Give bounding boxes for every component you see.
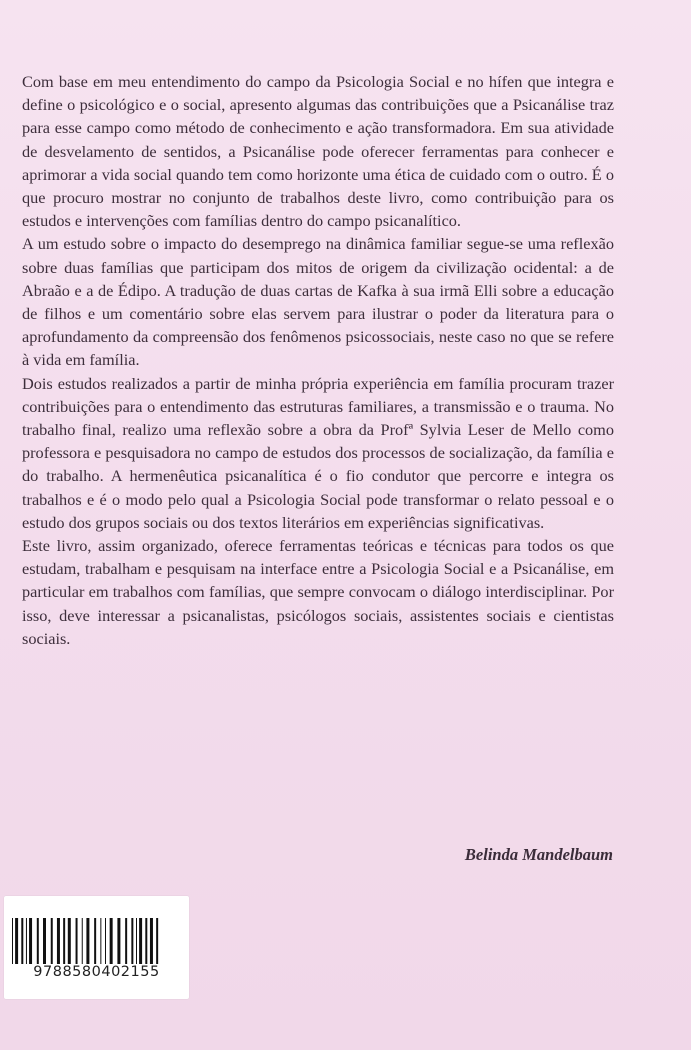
- blurb-paragraph-2: A um estudo sobre o impacto do desemprego na dinâmica familiar segue-se uma reflexão sobre duas famílias que participam dos mitos de origem da civilização ocidental: a de Abraão e a de Édipo. A tradução de duas cartas de Kafka à sua irmã Elli sobre a educação de filhos e um comentário sobre elas servem para ilustrar o poder da literatura para o aprofundamento da compreensão dos fenômenos psicossociais, neste caso no que se refere à vida em família.: [22, 234, 614, 370]
- author-signature: Belinda Mandelbaum: [464, 845, 613, 864]
- isbn-number: 9788580402155: [33, 964, 160, 980]
- barcode-icon: [10, 918, 184, 964]
- blurb-text: [22, 70, 614, 650]
- blurb-paragraph-3: Dois estudos realizados a partir de minha própria experiência em família procuram trazer contribuições para o entendimento das estruturas familiares, a transmissão e o trauma. No trabalho final, realizo uma reflexão sobre a obra da Profª Sylvia Leser de Mello como professora e pesquisadora no campo de estudos dos processos de socialização, da família e do trabalho. A hermenêutica psicanalítica é o fio condutor que percorre e integra os trabalhos e é o modo pelo qual a Psicologia Social pode transformar o relato pessoal e o estudo dos grupos sociais ou dos textos literários em experiências significativas.: [22, 373, 614, 532]
- blurb-paragraph-1: Com base em meu entendimento do campo da Psicologia Social e no hífen que integra e define o psicológico e o social, apresento algumas das contribuições que a Psicanálise traz para esse campo como método de conhecimento e ação transformadora. Em sua atividade de desvelamento de sentidos, a Psicanálise pode oferecer ferramentas para conhecer e aprimorar a vida social quando tem como horizonte uma ética de cuidado com o outro. É o que procuro mostrar no conjunto de trabalhos deste livro, como contribuição para os estudos e intervenções com famílias dentro do campo psicanalítico.: [22, 72, 614, 231]
- blurb-paragraph-4: Este livro, assim organizado, oferece ferramentas teóricas e técnicas para todos os que estudam, trabalham e pesquisam na interface entre a Psicologia Social e a Psicanálise, em particular em trabalhos com famílias, que sempre convocam o diálogo interdisciplinar. Por isso, deve interessar a psicanalistas, psicólogos sociais, assistentes sociais e cientistas sociais.: [22, 536, 614, 648]
- barcode-sticker: [4, 896, 189, 999]
